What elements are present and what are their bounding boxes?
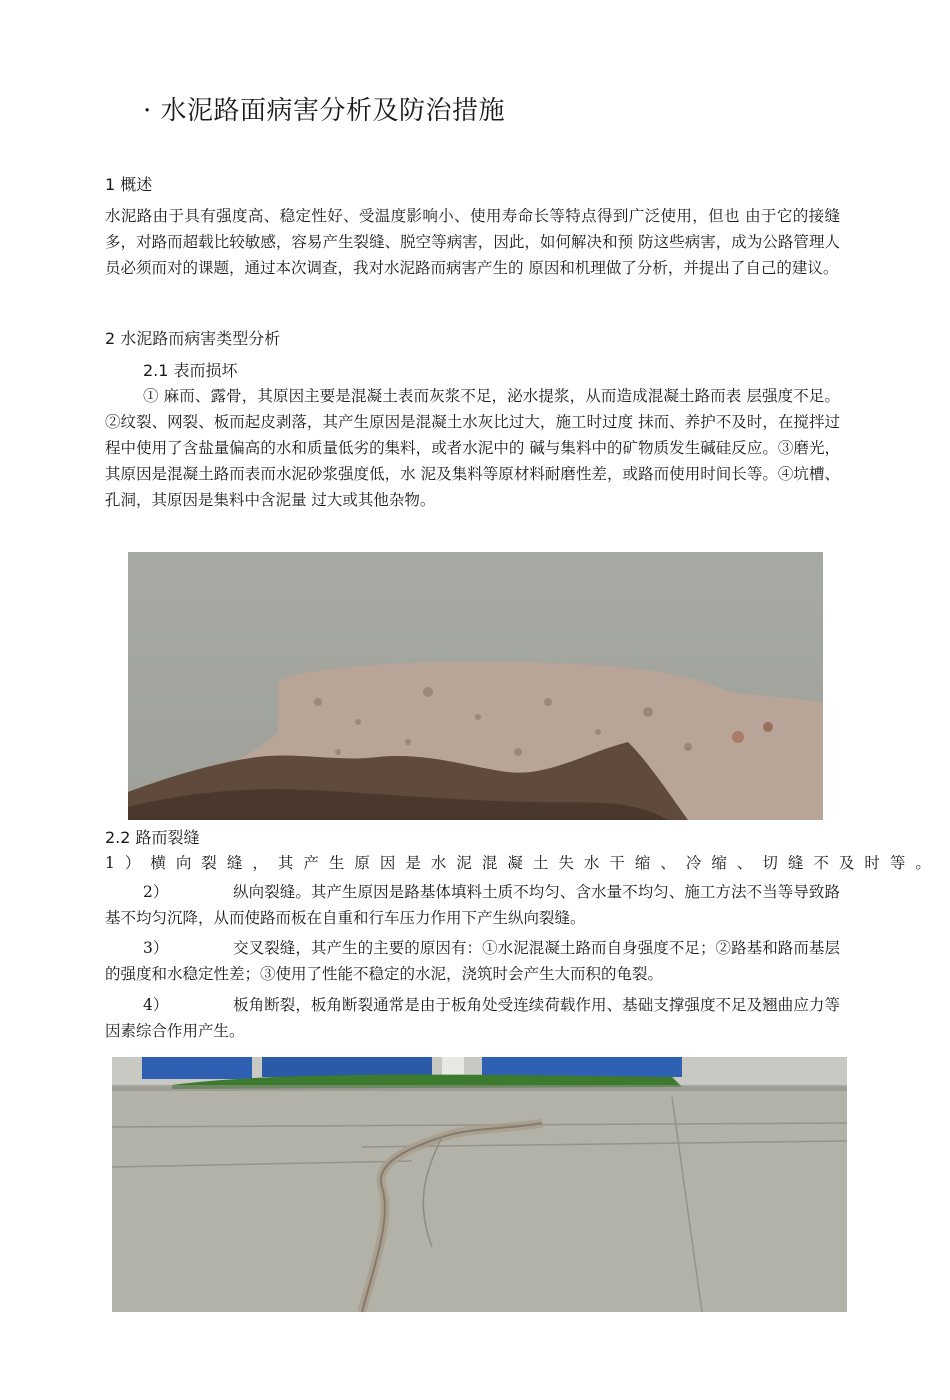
section-2-2-heading: 2.2 路而裂缝 [105, 828, 200, 847]
crack-item-3-number: 3） [143, 939, 169, 957]
crack-item-4-number: 4） [143, 996, 169, 1014]
crack-item-4 [105, 992, 840, 1044]
crack-item-2-number: 2） [143, 883, 169, 901]
section-1-body: 水泥路由于具有强度高、稳定性好、受温度影响小、使用寿命长等特点得到广泛使用，但也 由于它的接缝多，对路而超载比较敏感，容易产生裂缝、脱空等病害，因此，如何解决和预 防这些病害，成为公路管理人员必须而对的课题，通过本次调查，我对水泥路而病害产生的 原因和机理做了分析，并提出了自己的建议。 [105, 207, 840, 277]
crack-item-1: 1）横向裂缝，其产生原因是水泥混凝土失水干缩、冷缩、切缝不及时等。 [105, 854, 941, 872]
crack-item-4-text: 板角断裂，板角断裂通常是由于板角处受连续荷载作用、基础支撑强度不足及翘曲应力等因素综合作用产生。 [105, 996, 840, 1040]
crack-item-3 [105, 935, 840, 987]
surface-damage-photo [128, 552, 823, 820]
section-1-heading: 1 概述 [105, 175, 153, 194]
section-2-1-heading: 2.1 表而损坏 [143, 361, 238, 380]
crack-item-2 [105, 879, 840, 931]
road-crack-photo [112, 1057, 847, 1312]
crack-item-3-text: 交叉裂缝，其产生的主要的原因有：①水泥混凝土路而自身强度不足；②路基和路而基层的强度和水稳定性差；③使用了性能不稳定的水泥，浇筑时会产生大而积的龟裂。 [105, 939, 840, 983]
section-2-heading: 2 水泥路而病害类型分析 [105, 329, 281, 348]
surface-damage-photo-graphic [128, 552, 823, 820]
road-crack-photo-graphic [112, 1057, 847, 1312]
section-2-1-body: ① 麻而、露骨，其原因主要是混凝土表而灰浆不足，泌水提浆，从而造成混凝土路而表 层强度不足。②纹裂、网裂、板而起皮剥落，其产生原因是混凝土水灰比过大，施工时过度 抹而、养护不及时，在搅拌过程中使用了含盐量偏高的水和质量低劣的集料，或者水泥中的 碱与集料中的矿物质发生碱硅反应。③磨光，其原因是混凝土路而表而水泥砂浆强度低，水 泥及集料等原材料耐磨性差，或路而使用时间长等。④坑槽、孔洞，其原因是集料中含泥量 过大或其他杂物。 [105, 387, 840, 509]
document-title: · 水泥路面病害分析及防治措施 [143, 96, 506, 126]
crack-item-2-text: 纵向裂缝。其产生原因是路基体填料土质不均匀、含水量不均匀、施工方法不当等导致路基不均匀沉降，从而使路而板在自重和行车压力作用下产生纵向裂缝。 [105, 883, 840, 927]
